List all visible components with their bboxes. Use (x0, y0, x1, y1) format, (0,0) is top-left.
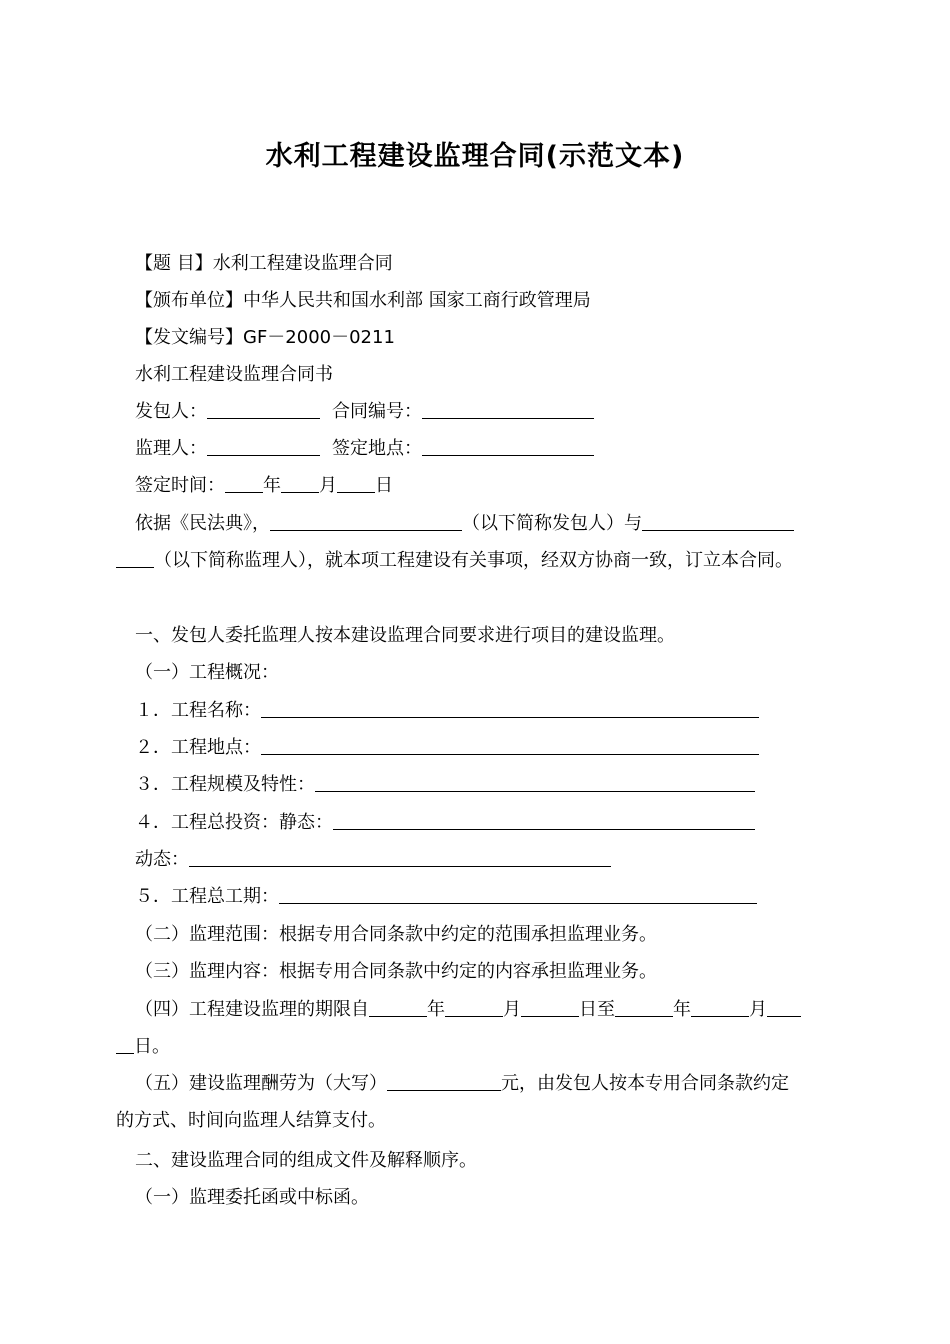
contract-no-label: 合同编号： (332, 401, 422, 422)
project-name-line (135, 699, 759, 723)
meta-issuer-line (135, 289, 591, 313)
project-duration-line (135, 885, 757, 909)
project-location-label: ２．工程地点： (135, 737, 261, 758)
investment-dynamic-blank[interactable] (189, 848, 611, 867)
project-scale-line (135, 773, 755, 797)
basis-text-a: 依据《民法典》， (135, 513, 270, 534)
employer-label: 发包人： (135, 401, 207, 422)
supervisor-name-blank-a[interactable] (642, 512, 794, 531)
meta-topic-label: 【题 目】 (135, 253, 213, 274)
employer-line (135, 400, 594, 424)
investment-static-blank[interactable] (333, 811, 755, 830)
investment-static-label: ４．工程总投资：静态： (135, 812, 333, 833)
contract-no-blank[interactable] (422, 400, 594, 419)
period-start-day-blank[interactable] (521, 998, 579, 1017)
meta-issuer-value: 中华人民共和国水利部 国家工商行政管理局 (243, 290, 591, 311)
fee-text-b: 元，由发包人按本专用合同条款约定 (501, 1073, 789, 1094)
supervision-scope: （二）监理范围：根据专用合同条款中约定的范围承担监理业务。 (135, 924, 657, 945)
sign-time-line (135, 474, 393, 498)
section-1-heading: 一、发包人委托监理人按本建设监理合同要求进行项目的建设监理。 (135, 625, 675, 646)
supervision-period-line-1 (135, 998, 801, 1022)
contract-book-title: 水利工程建设监理合同书 (135, 364, 333, 385)
supervision-fee-line-1 (135, 1072, 789, 1096)
investment-dynamic-label: 动态： (135, 849, 189, 870)
period-label: （四）工程建设监理的期限自 (135, 999, 369, 1020)
period-end-month-blank[interactable] (691, 998, 749, 1017)
period-end-year-unit: 年 (673, 999, 691, 1020)
sign-time-label: 签定时间： (135, 475, 225, 496)
project-location-line (135, 736, 759, 760)
supervisor-blank[interactable] (207, 437, 320, 456)
sign-day-blank[interactable] (337, 474, 375, 493)
supervision-period-line-2 (116, 1035, 170, 1059)
sign-place-label: 签定地点： (332, 438, 422, 459)
project-scale-label: ３．工程规模及特性： (135, 774, 315, 795)
basis-line-1 (135, 512, 794, 536)
sign-month-blank[interactable] (281, 474, 319, 493)
period-end-text: 日。 (134, 1036, 170, 1057)
period-to-text: 日至 (579, 999, 615, 1020)
employer-blank[interactable] (207, 400, 320, 419)
supervisor-label: 监理人： (135, 438, 207, 459)
period-start-year-unit: 年 (427, 999, 445, 1020)
sign-year-unit: 年 (263, 475, 281, 496)
section-2-item-1: （一）监理委托函或中标函。 (135, 1187, 369, 1208)
supervision-content: （三）监理内容：根据专用合同条款中约定的内容承担监理业务。 (135, 961, 657, 982)
period-end-day-blank-a[interactable] (767, 998, 801, 1017)
sign-place-blank[interactable] (422, 437, 594, 456)
sign-month-unit: 月 (319, 475, 337, 496)
investment-dynamic-line (135, 848, 611, 872)
employer-name-blank[interactable] (270, 512, 462, 531)
meta-topic-value: 水利工程建设监理合同 (212, 253, 393, 274)
investment-static-line (135, 811, 755, 835)
project-scale-blank[interactable] (315, 773, 755, 792)
project-duration-label: ５．工程总工期： (135, 886, 279, 907)
project-name-label: １．工程名称： (135, 700, 261, 721)
period-start-month-unit: 月 (503, 999, 521, 1020)
meta-topic-line (135, 252, 393, 276)
fee-amount-blank[interactable] (387, 1072, 501, 1091)
period-end-day-blank-b[interactable] (116, 1035, 134, 1054)
period-start-year-blank[interactable] (369, 998, 427, 1017)
meta-doc-no-value: GF－2000－0211 (243, 327, 395, 348)
project-name-blank[interactable] (261, 699, 759, 718)
fee-label: （五）建设监理酬劳为（大写） (135, 1073, 387, 1094)
supervision-fee-line-2: 的方式、时间向监理人结算支付。 (116, 1110, 386, 1131)
sign-year-blank[interactable] (225, 474, 263, 493)
period-start-month-blank[interactable] (445, 998, 503, 1017)
supervisor-name-blank-b[interactable] (116, 549, 154, 568)
meta-doc-no-label: 【发文编号】 (135, 327, 243, 348)
project-location-blank[interactable] (261, 736, 759, 755)
project-duration-blank[interactable] (279, 885, 757, 904)
meta-doc-no-line (135, 326, 395, 350)
document-title: 水利工程建设监理合同(示范文本) (265, 141, 685, 172)
basis-text-b: （以下简称发包人）与 (462, 513, 642, 534)
period-end-year-blank[interactable] (615, 998, 673, 1017)
meta-issuer-label: 【颁布单位】 (135, 290, 243, 311)
basis-line-2 (116, 549, 793, 573)
basis-text-c: （以下简称监理人），就本项工程建设有关事项，经双方协商一致，订立本合同。 (154, 550, 793, 571)
sign-day-unit: 日 (375, 475, 393, 496)
period-end-month-unit: 月 (749, 999, 767, 1020)
section-2-heading: 二、建设监理合同的组成文件及解释顺序。 (135, 1150, 477, 1171)
supervisor-line (135, 437, 594, 461)
project-overview-label: （一）工程概况： (135, 662, 279, 683)
